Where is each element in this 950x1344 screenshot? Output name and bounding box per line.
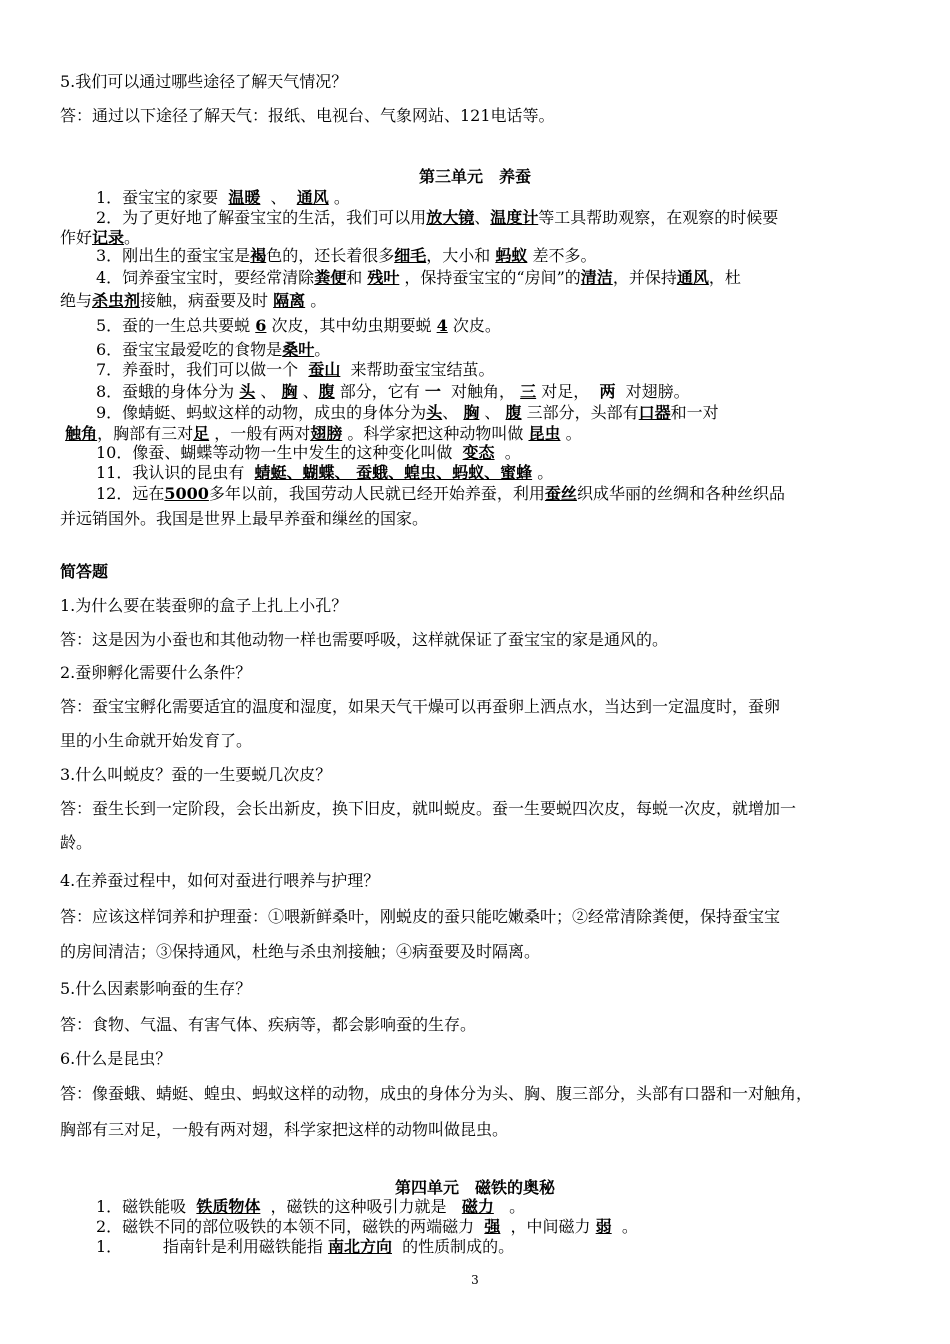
qa-line: 答：像蚕蛾、蜻蜓、蝗虫、蚂蚁这样的动物，成虫的身体分为头、胸、腹三部分，头部有口器和一对触角， (60, 1084, 813, 1103)
qa-line: 胸部有三对足，一般有两对翅，科学家把这样的动物叫做昆虫。 (60, 1120, 509, 1139)
unit3-item-3: 3．刚出生的蚕宝宝是褐色的，还长着很多细毛，大小和 蚂蚁 差不多。 (96, 246, 597, 265)
unit4-item-2: 2．磁铁不同的部位吸铁的本领不同，磁铁的两端磁力 强 ，中间磁力 弱 。 (96, 1217, 638, 1236)
page-number: 3 (471, 1273, 479, 1287)
qa-line: 1.为什么要在装蚕卵的盒子上扎上小孔？ (60, 596, 348, 615)
unit3-item-4: 4．饲养蚕宝宝时，要经常清除粪便和 残叶 ，保持蚕宝宝的“房间”的清洁，并保持通风，杜 (96, 268, 741, 287)
unit3-item-8: 8．蚕蛾的身体分为 头 、 胸 、腹 部分，它有 一 对触角， 三 对足， 两 对翅膀。 (96, 382, 690, 401)
qa-heading: 简答题 (60, 562, 109, 581)
unit3-item-2: 2．为了更好地了解蚕宝宝的生活，我们可以用放大镜、温度计等工具帮助观察，在观察的时候要 (96, 208, 779, 227)
unit3-item-1: 1．蚕宝宝的家要 温暖 、 通风 。 (96, 188, 350, 207)
unit3-item-10: 10．像蚕、蝴蝶等动物一生中发生的这种变化叫做 变态 。 (96, 443, 521, 462)
unit4-item-3: 1． 指南针是利用磁铁能指 南北方向 的性质制成的。 (96, 1237, 515, 1256)
unit3-item-12-cont: 并远销国外。我国是世界上最早养蚕和缫丝的国家。 (60, 509, 429, 528)
qa-line: 答：应该这样饲养和护理蚕：①喂新鲜桑叶，刚蜕皮的蚕只能吃嫩桑叶；②经常清除粪便，保持蚕宝宝 (60, 907, 781, 926)
unit3-item-11: 11．我认识的昆虫有 蜻蜓、蝴蝶、 蚕蛾、蝗虫、蚂蚁、蜜蜂 。 (96, 463, 554, 482)
unit3-item-6: 6．蚕宝宝最爱吃的食物是桑叶。 (96, 340, 331, 359)
question-weather: 5.我们可以通过哪些途径了解天气情况？ (60, 72, 348, 91)
unit3-item-12: 12．远在5000多年以前，我国劳动人民就已经开始养蚕，利用蚕丝织成华丽的丝绸和各种丝织品 (96, 484, 785, 503)
unit3-item-4-cont: 绝与杀虫剂接触，病蚕要及时 隔离 。 (60, 291, 327, 310)
unit3-item-2-cont: 作好记录。 (60, 228, 141, 247)
qa-line: 答：蚕宝宝孵化需要适宜的温度和湿度，如果天气干燥可以再蚕卵上洒点水，当达到一定温度时，蚕卵 (60, 697, 781, 716)
qa-line: 2.蚕卵孵化需要什么条件？ (60, 663, 252, 682)
unit3-item-7: 7．养蚕时，我们可以做一个 蚕山 来帮助蚕宝宝结茧。 (96, 360, 495, 379)
answer-weather: 答：通过以下途径了解天气：报纸、电视台、气象网站、121电话等。 (60, 106, 555, 125)
unit4-item-1: 1．磁铁能吸 铁质物体 ，磁铁的这种吸引力就是 磁力 。 (96, 1197, 526, 1216)
unit4-title: 第四单元 磁铁的奥秘 (394, 1178, 555, 1197)
qa-line: 的房间清洁；③保持通风，杜绝与杀虫剂接触；④病蚕要及时隔离。 (60, 942, 541, 961)
unit3-item-9: 9．像蜻蜓、蚂蚁这样的动物，成虫的身体分为头、 胸 、 腹 三部分，头部有口器和一对 (96, 403, 719, 422)
qa-line: 5.什么因素影响蚕的生存？ (60, 979, 252, 998)
qa-line: 答：这是因为小蚕也和其他动物一样也需要呼吸，这样就保证了蚕宝宝的家是通风的。 (60, 630, 669, 649)
qa-line: 里的小生命就开始发育了。 (60, 731, 253, 750)
qa-line: 6.什么是昆虫？ (60, 1049, 172, 1068)
qa-line: 3.什么叫蜕皮？蚕的一生要蜕几次皮？ (60, 765, 332, 784)
qa-line: 4.在养蚕过程中，如何对蚕进行喂养与护理？ (60, 871, 380, 890)
qa-line: 答：蚕生长到一定阶段，会长出新皮，换下旧皮，就叫蜕皮。蚕一生要蜕四次皮，每蜕一次皮，就增加一 (60, 799, 797, 818)
unit3-item-9-cont: 触角，胸部有三对足 ，一般有两对翅膀 。科学家把这种动物叫做 昆虫 。 (65, 424, 582, 443)
unit3-title: 第三单元 养蚕 (418, 167, 531, 186)
qa-line: 答：食物、气温、有害气体、疾病等，都会影响蚕的生存。 (60, 1015, 477, 1034)
qa-line: 龄。 (60, 833, 93, 852)
unit3-item-5: 5．蚕的一生总共要蜕 6 次皮，其中幼虫期要蜕 4 次皮。 (96, 316, 501, 335)
